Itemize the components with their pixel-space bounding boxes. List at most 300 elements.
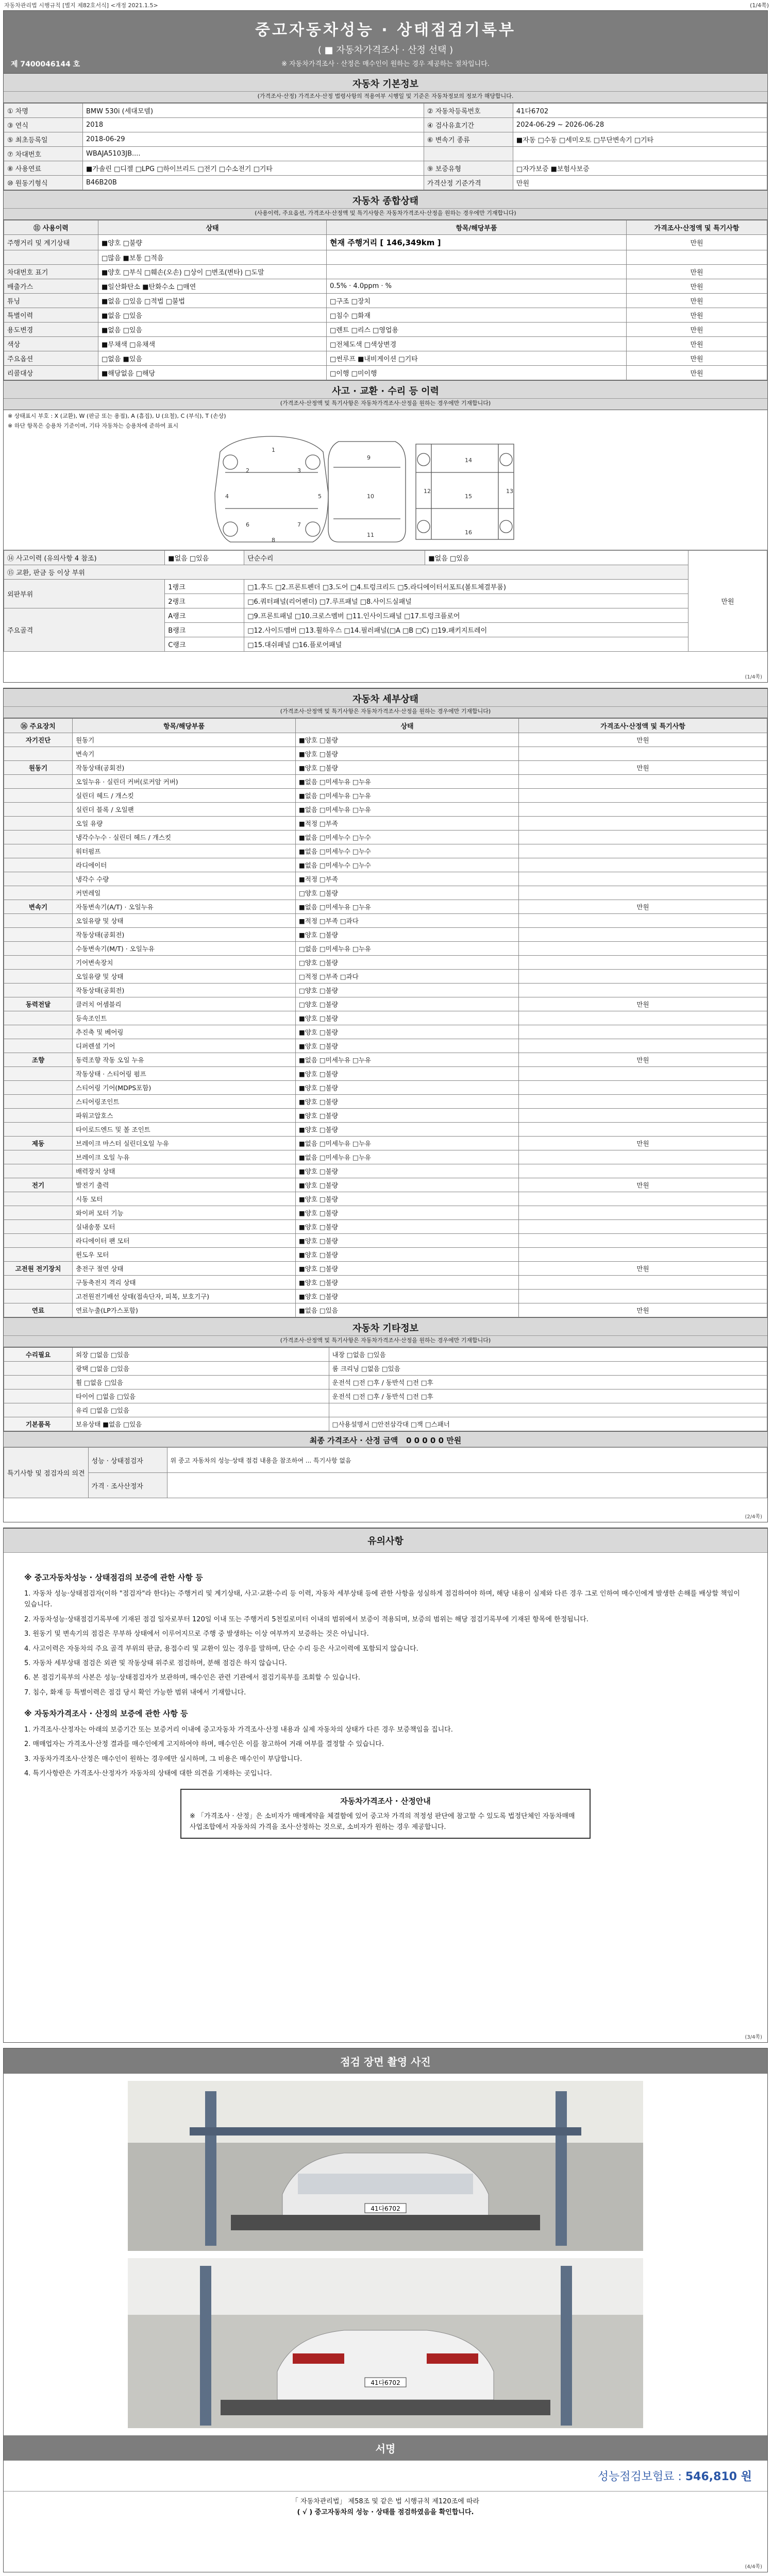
overall-row (4, 294, 767, 308)
detail-group (4, 775, 73, 789)
form-header-left: 자동차관리법 시행규칙 [별지 제82호서식] <개정 2021.1.5> (4, 2, 158, 9)
detail-price (519, 817, 767, 831)
overall-state: □많음 ■보통 □적음 (98, 250, 327, 265)
doc-number: 제 7400046144 호 (11, 60, 80, 69)
detail-price: 만원 (519, 900, 767, 914)
overall-item: 차대번호 표기 (4, 265, 98, 279)
overall-price: 만원 (627, 294, 767, 308)
other-row (4, 1362, 767, 1376)
other-item-a: 보유상태 ■없음 □있음 (73, 1417, 329, 1431)
detail-group (4, 1220, 73, 1234)
rankB-value: □12.사이드멤버 □13.휠하우스 □14.필러패널(□A □B □C) □19.패키지트레이 (244, 623, 688, 637)
overall-state: ■없음 □있음 (98, 323, 327, 337)
other-item-a: 유리 □없음 □있음 (73, 1403, 329, 1417)
detail-state: ■양호 □불량 (296, 1095, 519, 1109)
detail-group: 전기 (4, 1178, 73, 1192)
detail-row (4, 733, 767, 747)
rankC-label: C랭크 (165, 637, 244, 652)
accident-sub: (가격조사·산정액 및 특기사항은 자동차가격조사·산정을 원하는 경우에만 기재합니다) (4, 399, 767, 410)
detail-state: □없음 □미세누유 □누유 (296, 942, 519, 956)
detail-price (519, 928, 767, 942)
detail-item: 스티어링 기어(MDPS포함) (73, 1081, 296, 1095)
basic-value: 2024-06-29 ~ 2026-06-28 (513, 118, 767, 132)
overall-item: 배출가스 (4, 279, 98, 294)
frame-label: 주요골격 (4, 608, 165, 652)
photo-section-title: 점검 장면 촬영 사진 (4, 2048, 767, 2074)
diagram-part-number: 1 (272, 447, 275, 453)
overall-table (4, 220, 767, 380)
detail-group: 조향 (4, 1053, 73, 1067)
diagram-part-number: 5 (318, 493, 322, 500)
overall-detail: □이행 □미이행 (327, 366, 627, 380)
overall-price: 만원 (627, 235, 767, 250)
basic-row (4, 161, 767, 176)
notes-paragraphs-1 (24, 1588, 747, 1699)
detail-group (4, 1248, 73, 1262)
basic-label: ① 차명 (4, 104, 83, 118)
diagram-part-number: 9 (367, 454, 371, 461)
basic-info-sub: (가격조사·산정) 가격조사·산정 법령사항의 적용여부 시행일 및 기준은 자동차정보의 정보가 해당합니다. (4, 92, 767, 103)
detail-item: 브레이크 오일 누유 (73, 1150, 296, 1164)
overall-price: 만원 (627, 351, 767, 366)
detail-price: 만원 (519, 1262, 767, 1276)
detail-state: ■양호 □불량 (296, 1192, 519, 1206)
basic-label: ⑩ 원동기형식 (4, 176, 83, 190)
overall-row (4, 265, 767, 279)
overall-item: 리콜대상 (4, 366, 98, 380)
detail-state: ■양호 □불량 (296, 733, 519, 747)
detail-item: 고전원전기배선 상태(접속단자, 피복, 보호기구) (73, 1290, 296, 1303)
detail-state: ■양호 □불량 (296, 1164, 519, 1178)
overall-header-cell: 가격조사·산정액 및 특기사항 (627, 221, 767, 235)
other-group: 수리필요 (4, 1348, 73, 1362)
detail-state: ■양호 □불량 (296, 761, 519, 775)
overall-header-cell: 상태 (98, 221, 327, 235)
detail-price (519, 1011, 767, 1025)
overall-item: 주행거리 및 계기상태 (4, 235, 98, 250)
detail-state: ■양호 □불량 (296, 1039, 519, 1053)
overall-title: 자동차 종합상태 (4, 190, 767, 209)
detail-group (4, 747, 73, 761)
other-item-b: 운전석 □전 □후 / 동반석 □전 □후 (329, 1376, 767, 1389)
detail-state: ■양호 □불량 (296, 1025, 519, 1039)
detail-state: ■양호 □불량 (296, 1081, 519, 1095)
detail-row (4, 956, 767, 970)
notes-heading-2: ※ 자동차가격조사 · 산정의 보증에 관한 사항 등 (24, 1709, 188, 1719)
other-sub: (가격조사·산정액 및 특기사항은 자동차가격조사·산정을 원하는 경우에만 기재합니다) (4, 1336, 767, 1347)
detail-price (519, 984, 767, 997)
other-item-a: 휠 □없음 □있음 (73, 1376, 329, 1389)
overall-row (4, 351, 767, 366)
other-group (4, 1376, 73, 1389)
detail-row (4, 844, 767, 858)
photo-rear-svg (128, 2258, 643, 2428)
detail-item: 충전구 절연 상태 (73, 1262, 296, 1276)
accident-legend: ※ 상태표시 부호 : X (교환), W (판금 또는 용접), A (흠집), U (요철), C (부식), T (손상) (8, 413, 226, 419)
detail-price (519, 970, 767, 984)
overall-price: 만원 (627, 366, 767, 380)
detail-state: ■양호 □불량 (296, 1220, 519, 1234)
detail-row (4, 970, 767, 984)
rankA-label: A랭크 (165, 608, 244, 623)
sign-section-title: 서명 (4, 2435, 767, 2461)
rankB-label: B랭크 (165, 623, 244, 637)
other-item-b: 내장 □없음 □있음 (329, 1348, 767, 1362)
form-header (0, 0, 773, 9)
front-plate-text: 41다6702 (371, 2205, 400, 2212)
rank1-value: □1.후드 □2.프론트펜더 □3.도어 □4.트렁크리드 □5.라디에이터서포트(볼트체결부품) (244, 580, 688, 594)
detail-state: ■적정 □부족 (296, 817, 519, 831)
detail-item: 작동상태 · 스티어링 펌프 (73, 1067, 296, 1081)
detail-row (4, 1109, 767, 1123)
simple-repair-value: ■없음 □있음 (425, 551, 688, 565)
insurance-fee-value: 546,810 원 (685, 2470, 752, 2483)
detail-state: ■양호 □불량 (296, 1290, 519, 1303)
detail-group (4, 1081, 73, 1095)
detail-state: □양호 □불량 (296, 997, 519, 1011)
detail-item: 스티어링조인트 (73, 1095, 296, 1109)
detail-group (4, 789, 73, 803)
overall-detail: □침수 □화재 (327, 308, 627, 323)
notes-paragraph: 3. 원동기 및 변속기의 점검은 무부하 상태에서 이루어지므로 주행 중 발생하는 이상 여부까지 보증하는 것은 아닙니다. (24, 1630, 369, 1638)
detail-price (519, 1220, 767, 1234)
detail-row (4, 1262, 767, 1276)
detail-price (519, 1025, 767, 1039)
basic-value (513, 147, 767, 161)
detail-item: 커먼레일 (73, 886, 296, 900)
detail-item: 라디에이터 (73, 858, 296, 872)
notes-paragraph: 2. 매매업자는 가격조사·산정 결과를 매수인에게 고지하여야 하며, 매수인은 이를 참고하여 거래 여부를 결정할 수 있습니다. (24, 1740, 384, 1749)
detail-price (519, 1234, 767, 1248)
detail-state: □양호 □불량 (296, 956, 519, 970)
other-group (4, 1362, 73, 1376)
detail-item: 작동상태(공회전) (73, 761, 296, 775)
car-outline-svg (4, 431, 767, 550)
detail-item: 와이퍼 모터 기능 (73, 1206, 296, 1220)
outer-panel-label: 외판부위 (4, 580, 165, 608)
basic-value: B46B20B (83, 176, 424, 190)
detail-price: 만원 (519, 1303, 767, 1317)
detail-price (519, 1192, 767, 1206)
detail-state: ■양호 □불량 (296, 1248, 519, 1262)
basic-value: 2018-06-29 (83, 132, 424, 147)
other-item-b: 운전석 □전 □후 / 동반석 □전 □후 (329, 1389, 767, 1403)
final-price-value: 0 0 0 0 0 만원 (406, 1436, 462, 1445)
appraisal-guide-box (180, 1789, 591, 1839)
overall-row (4, 323, 767, 337)
detail-state: ■양호 □불량 (296, 1276, 519, 1290)
basic-value: BMW 530i (세대모델) (83, 104, 424, 118)
detail-row (4, 803, 767, 817)
diagram-part-number: 8 (272, 537, 275, 544)
detail-row (4, 1178, 767, 1192)
detail-group (4, 844, 73, 858)
basic-label (424, 147, 513, 161)
detail-price: 만원 (519, 1178, 767, 1192)
diagram-part-number: 7 (297, 521, 301, 528)
overall-detail: 0.5% · 4.0ppm · % (327, 279, 627, 294)
detail-row (4, 1303, 767, 1317)
accident-legend-2: ※ 하단 항목은 승용차 기준이며, 기타 자동차는 승용차에 준하여 표시 (8, 422, 179, 429)
detail-row (4, 761, 767, 775)
notes-paragraph: 7. 침수, 화재 등 특별이력은 점검 당시 확인 가능한 범위 내에서 기재합니다. (24, 1688, 246, 1697)
detail-row (4, 942, 767, 956)
detail-price (519, 1067, 767, 1081)
overall-row (4, 337, 767, 351)
detail-group: 제동 (4, 1137, 73, 1150)
final-price-title (4, 1431, 767, 1447)
overall-item: 주요옵션 (4, 351, 98, 366)
inspection-photo-rear (128, 2258, 643, 2428)
overall-price (627, 250, 767, 265)
detail-state: ■없음 □미세누유 □누유 (296, 789, 519, 803)
notes-paragraph: 5. 자동차 세부상태 점검은 외관 및 작동상태 위주로 점검하며, 분해 점검은 하지 않습니다. (24, 1659, 287, 1667)
overall-state: ■양호 □불량 (98, 235, 327, 250)
detail-group (4, 914, 73, 928)
notes-paragraph: 4. 특기사항란은 가격조사·산정자가 자동차의 상태에 대한 의견을 기재하는 곳입니다. (24, 1770, 272, 1778)
overall-row (4, 250, 767, 265)
detail-price (519, 942, 767, 956)
detail-row (4, 1276, 767, 1290)
page-2 (3, 688, 768, 1522)
detail-row (4, 1025, 767, 1039)
overall-sub: (사용이력, 주요옵션, 가격조사·산정액 및 특기사항은 자동차가격조사·산정을 원하는 경우에만 기재합니다) (4, 209, 767, 220)
notes-body (4, 1553, 767, 1848)
detail-group: 변속기 (4, 900, 73, 914)
other-title: 자동차 기타정보 (4, 1317, 767, 1336)
detail-item: 냉각수 수량 (73, 872, 296, 886)
simple-repair-label: 단순수리 (244, 551, 425, 565)
overall-row (4, 279, 767, 294)
detail-row (4, 858, 767, 872)
notes-paragraph: 1. 가격조사·산정자는 아래의 보증기간 또는 보증거리 이내에 중고자동차 가격조사·산정 내용과 실제 자동차의 상태가 다른 경우 보증책임을 집니다. (24, 1726, 453, 1734)
detail-row (4, 1081, 767, 1095)
detail-header-cell: 가격조사·산정액 및 특기사항 (519, 719, 767, 733)
basic-label: ⑧ 사용연료 (4, 161, 83, 176)
detail-row (4, 1220, 767, 1234)
detail-price (519, 886, 767, 900)
overall-price: 만원 (627, 337, 767, 351)
detail-item: 발전기 출력 (73, 1178, 296, 1192)
detail-header-row (4, 719, 767, 733)
detail-row (4, 928, 767, 942)
overall-detail (327, 265, 627, 279)
detail-price (519, 803, 767, 817)
detail-row (4, 886, 767, 900)
detail-group (4, 1276, 73, 1290)
detail-state: ■없음 □미세누유 □누유 (296, 775, 519, 789)
detail-state: ■없음 □미세누유 □누유 (296, 1137, 519, 1150)
detail-table (4, 718, 767, 1317)
detail-state: ■없음 □미세누유 □누유 (296, 803, 519, 817)
title-band (4, 11, 767, 73)
detail-row (4, 1067, 767, 1081)
other-item-b (329, 1403, 767, 1417)
detail-row (4, 747, 767, 761)
detail-group (4, 872, 73, 886)
accident-history-value: ■없음 □있음 (165, 551, 244, 565)
insurance-fee-label: 성능점검보험료 : (597, 2470, 682, 2483)
detail-header-cell: 항목/해당부품 (73, 719, 296, 733)
accident-history-label: ⑭ 사고이력 (유의사항 4 참조) (4, 551, 165, 565)
detail-group: 연료 (4, 1303, 73, 1317)
detail-price (519, 914, 767, 928)
overall-header-cell: ⑪ 사용이력 (4, 221, 98, 235)
detail-item: 자동변속기(A/T) · 오일누유 (73, 900, 296, 914)
basic-label: ⑤ 최초등록일 (4, 132, 83, 147)
detail-row (4, 1011, 767, 1025)
detail-group (4, 1290, 73, 1303)
rank2-value: □6.쿼터패널(리어펜더) □7.루프패널 □8.사이드실패널 (244, 594, 688, 608)
detail-item: 변속기 (73, 747, 296, 761)
overall-detail: 현재 주행거리 [ 146,349km ] (327, 235, 627, 250)
basic-row (4, 104, 767, 118)
detail-group (4, 1150, 73, 1164)
detail-state: ■양호 □불량 (296, 1262, 519, 1276)
sign-footer (4, 2492, 767, 2521)
detail-item: 실내송풍 모터 (73, 1220, 296, 1234)
overall-item: 특별이력 (4, 308, 98, 323)
accident-price: 만원 (688, 551, 767, 652)
other-row (4, 1417, 767, 1431)
detail-row (4, 1123, 767, 1137)
overall-header-cell: 항목/해당부품 (327, 221, 627, 235)
basic-row (4, 176, 767, 190)
basic-label: ③ 연식 (4, 118, 83, 132)
detail-item: 오일유량 및 상태 (73, 970, 296, 984)
page-3 (3, 1528, 768, 2043)
detail-state: ■없음 □미세누수 □누수 (296, 844, 519, 858)
detail-state: ■양호 □불량 (296, 1234, 519, 1248)
detail-item: 라디에이터 팬 모터 (73, 1234, 296, 1248)
basic-label: 가격산정 기준가격 (424, 176, 513, 190)
page-number-2: (2/4쪽) (745, 1514, 762, 1520)
rear-plate-text: 41다6702 (371, 2379, 400, 2386)
overall-price: 만원 (627, 308, 767, 323)
other-item-a: 타이어 □없음 □있음 (73, 1389, 329, 1403)
detail-group (4, 831, 73, 844)
detail-item: 작동상태(공회전) (73, 928, 296, 942)
diagram-part-number: 6 (246, 521, 249, 528)
detail-price (519, 956, 767, 970)
photo-front-svg (128, 2081, 643, 2251)
detail-state: □양호 □불량 (296, 886, 519, 900)
overall-header-row (4, 221, 767, 235)
detail-item: 오일누유 · 실린더 커버(로커암 커버) (73, 775, 296, 789)
overall-detail: □썬루프 ■내비게이션 □기타 (327, 351, 627, 366)
other-item-a: 외장 □없음 □있음 (73, 1348, 329, 1362)
detail-price (519, 1290, 767, 1303)
overall-detail (327, 250, 627, 265)
remark-inspector-value: 위 중고 자동차의 성능·상태 점검 내용을 참조하여 ... 특기사항 없음 (167, 1448, 767, 1473)
detail-group (4, 1123, 73, 1137)
detail-price (519, 1109, 767, 1123)
detail-price (519, 747, 767, 761)
overall-item: 튜닝 (4, 294, 98, 308)
page-number-3: (3/4쪽) (745, 2035, 762, 2040)
detail-group (4, 1067, 73, 1081)
detail-row (4, 831, 767, 844)
detail-price: 만원 (519, 1137, 767, 1150)
overall-state: ■무채색 □유채색 (98, 337, 327, 351)
overall-state: ■없음 □있음 (98, 308, 327, 323)
detail-group (4, 1025, 73, 1039)
rank1-label: 1랭크 (165, 580, 244, 594)
detail-item: 구동축전지 격리 상태 (73, 1276, 296, 1290)
detail-price (519, 844, 767, 858)
detail-price: 만원 (519, 733, 767, 747)
detail-group (4, 858, 73, 872)
detail-state: ■양호 □불량 (296, 1109, 519, 1123)
detail-group (4, 956, 73, 970)
basic-value: 41다6702 (513, 104, 767, 118)
basic-value: ■자동 □수동 □세미오토 □무단변속기 □기타 (513, 132, 767, 147)
accident-title: 사고 · 교환 · 수리 등 이력 (4, 380, 767, 399)
diagram-part-number: 4 (225, 493, 229, 500)
detail-price (519, 1206, 767, 1220)
appraisal-guide-title: 자동차가격조사 · 산정안내 (340, 1796, 431, 1806)
notes-paragraph: 6. 본 점검기록부의 사본은 성능·상태점검자가 보관하며, 매수인은 관련 기관에서 점검기록부를 조회할 수 있습니다. (24, 1674, 361, 1682)
other-table (4, 1347, 767, 1431)
overall-item: 색상 (4, 337, 98, 351)
detail-state: ■양호 □불량 (296, 1011, 519, 1025)
diagram-part-number: 16 (465, 529, 472, 536)
overall-state: ■일산화탄소 ■탄화수소 □매연 (98, 279, 327, 294)
exchange-label: ⑮ 교환, 판금 등 이상 부위 (4, 565, 688, 580)
overall-item (4, 250, 98, 265)
detail-item: 수동변속기(M/T) · 오일누유 (73, 942, 296, 956)
detail-sub: (가격조사·산정액 및 특기사항은 자동차가격조사·산정을 원하는 경우에만 기재합니다) (4, 707, 767, 718)
overall-row (4, 235, 767, 250)
detail-row (4, 984, 767, 997)
basic-info-title: 자동차 기본정보 (4, 73, 767, 92)
detail-state: □적정 □부족 □과다 (296, 970, 519, 984)
detail-price: 만원 (519, 761, 767, 775)
basic-value: 2018 (83, 118, 424, 132)
detail-item: 워터펌프 (73, 844, 296, 858)
rank2-label: 2랭크 (165, 594, 244, 608)
rankC-value: □15.대쉬패널 □16.플로어패널 (244, 637, 688, 652)
page-number-4: (4/4쪽) (745, 2564, 762, 2570)
detail-group (4, 1011, 73, 1025)
detail-item: 배력장치 상태 (73, 1164, 296, 1178)
notes-paragraphs-2 (24, 1724, 747, 1780)
other-row (4, 1376, 767, 1389)
detail-group (4, 817, 73, 831)
overall-row (4, 366, 767, 380)
detail-state: ■없음 □미세누유 □누유 (296, 1053, 519, 1067)
overall-price: 만원 (627, 265, 767, 279)
detail-row (4, 817, 767, 831)
notes-paragraph: 1. 자동차 성능·상태점검자(이하 "점검자"라 한다)는 주행거리 및 계기상태, 사고·교환·수리 등 이력, 자동차 세부상태 등에 관한 사항을 성실하게 점검하여야 하며, 해당 내용이 실제와 다른 경우 그로 인하여 매수인에게 발생한 손해를 배상할 책임이 있습니다. (24, 1589, 740, 1609)
overall-item: 용도변경 (4, 323, 98, 337)
detail-state: ■양호 □불량 (296, 1067, 519, 1081)
detail-item: 기어변속장치 (73, 956, 296, 970)
basic-info-table (4, 103, 767, 190)
detail-group: 원동기 (4, 761, 73, 775)
overall-detail: □렌트 □리스 □영업용 (327, 323, 627, 337)
detail-row (4, 1095, 767, 1109)
detail-row (4, 1053, 767, 1067)
detail-row (4, 872, 767, 886)
detail-item: 오일유량 및 상태 (73, 914, 296, 928)
other-group: 기본품목 (4, 1417, 73, 1431)
remark-appraiser-label: 가격 · 조사산정자 (88, 1473, 167, 1498)
detail-state: ■없음 □미세누수 □누수 (296, 858, 519, 872)
insurance-fee (4, 2461, 767, 2492)
basic-label: ⑨ 보증유형 (424, 161, 513, 176)
notes-paragraph: 4. 사고이력은 자동차의 주요 골격 부위의 판금, 용접수리 및 교환이 있는 경우를 말하며, 단순 수리 등은 사고이력에 포함되지 않습니다. (24, 1645, 418, 1653)
